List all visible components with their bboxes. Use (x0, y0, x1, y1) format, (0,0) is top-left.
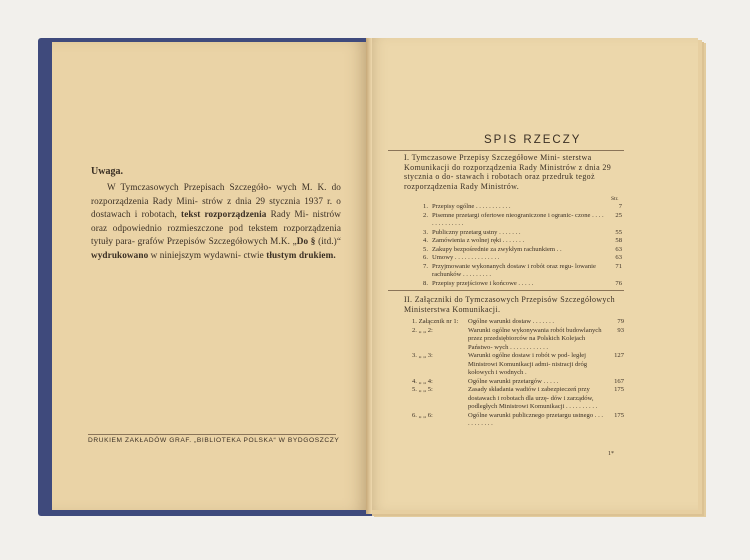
toc-entry-title: Publiczny przetarg ustny . . . . . . . (432, 228, 521, 236)
section-rule (388, 150, 624, 151)
toc-entry-page: 93 (617, 326, 624, 334)
toc-entry-title: Zakupy bezpośrednie za zwykłym rachunkiem . . (432, 245, 562, 253)
toc-entry-page: 71 (615, 262, 622, 270)
contents-title: SPIS RZECZY (484, 134, 582, 146)
toc-entry-number: 2. (423, 211, 428, 219)
toc-entry-number: 1. (423, 203, 428, 210)
toc-entry-number: 8. (423, 279, 428, 287)
toc-entry (412, 229, 622, 238)
toc-entry-number: 5. (423, 245, 428, 253)
toc-entry-title: Ogólne warunki przetargów . . . . . (468, 377, 559, 385)
toc-entry-page: 25 (615, 211, 622, 219)
toc-entry-title: Pisemne przetargi ofertowe nieograniczone i ogranic- czone . . . . . . . . . . . . . . (432, 211, 604, 227)
toc-entry-page: 175 (614, 411, 624, 419)
toc-entry-page: 7 (618, 203, 622, 210)
toc-entry-number: 6. (423, 254, 428, 261)
toc-entry (412, 386, 624, 412)
toc-entry-number: 4. „ „ 4: (412, 377, 433, 385)
toc-entry-title: Zamówienia z wolnej ręki . . . . . . . (432, 237, 525, 244)
toc-entry (412, 327, 624, 353)
imprint-rule (88, 434, 336, 435)
section2-title: II. Załączniki do Tymczasowych Przepisów Szczegółowych Ministerstwa Komunikacji. (404, 295, 616, 314)
toc-entry-number: 6. „ „ 6: (412, 411, 433, 419)
section1-title: I. Tymczasowe Przepisy Szczegółowe Mini- sterstwa Komunikacji do rozporządzenia Rady Ministrów z dnia 29 stycznia o do- stawach i robotach oraz przedruk tegoż rozporządzenia Rady Ministrów. (404, 153, 612, 191)
toc-entry-number: 2. „ „ 2: (412, 326, 433, 334)
toc-entry-title: Przepisy ogólne . . . . . . . . . . . (432, 203, 511, 210)
toc-entry-page: 79 (617, 318, 624, 325)
toc-entry (412, 203, 622, 212)
toc-entry-title: Przepisy przejściowe i końcowe . . . . . (432, 279, 534, 287)
toc-entry-title: Ogólne warunki publicznego przetargu ustnego . . . . . . . . . . . (468, 411, 604, 427)
toc-entry-number: 4. (423, 237, 428, 244)
note-heading: Uwaga. (91, 166, 123, 177)
note-fragment: tekst rozporządzenia (181, 209, 267, 220)
toc-entry-number: 1. Załącznik nr 1: (412, 318, 459, 325)
toc-entry-page: 55 (615, 228, 622, 236)
toc-entry (412, 318, 624, 327)
toc-entry-page: 63 (615, 254, 622, 261)
toc-entry-number: 5. „ „ 5: (412, 386, 433, 393)
toc-entry (412, 212, 622, 229)
toc-entry (412, 352, 624, 378)
toc-entry-page: 167 (614, 377, 624, 385)
note-paragraph (91, 181, 341, 263)
printer-imprint: DRUKIEM ZAKŁADÓW GRAF. „BIBLIOTEKA POLSKA“ W BYDGOSZCZY (88, 437, 340, 444)
toc-entry-number: 3. „ „ 3: (412, 352, 433, 359)
book-gutter (366, 38, 372, 514)
signature-mark: 1* (608, 451, 614, 457)
toc-entry (412, 263, 622, 280)
toc-entry-title: Ogólne warunki dostaw . . . . . . . (468, 318, 555, 325)
toc-entry-title: Umowy . . . . . . . . . . . . . . (432, 254, 500, 261)
toc-entry-page: 76 (615, 279, 622, 287)
note-fragment: Rady Mi- nistrów oraz odpowiednio rozmieszczone pod tekstem rozporządzenia tytuły para- grafów Przepisów Szczegółowych M.K. „ (91, 209, 341, 247)
toc-entry-title: Zasady składania wadiów i zabezpieczeń przy dostawach i robotach dla urzę- dów i zarządów, podległych Ministrowi Komunikacji . . . . . . . . . . (468, 386, 598, 410)
note-fragment: W Tymczasowych Przepisach Szczegóło- wych M. K. do rozporządzenia Rady Mini- strów z dnia 29 stycznia 1937 r. o dostawach i robotach, (91, 182, 341, 220)
toc-entry (412, 254, 622, 263)
toc-entry-page: 127 (614, 352, 624, 359)
section2-list (412, 318, 624, 429)
toc-entry-page: 58 (615, 237, 622, 244)
note-fragment: Do § (296, 236, 316, 247)
section1-list (412, 203, 622, 288)
toc-entry (412, 412, 624, 429)
toc-entry-title: Warunki ogólne dostaw i robót w pod- ległej Ministrowi Komunikacji admi- nistracji dróg kołowych i wodnych . (468, 352, 588, 376)
note-fragment: (itd.)“ (315, 236, 341, 247)
toc-entry-title: Przyjmowanie wykonanych dostaw i robót oraz regu- lowanie rachunków . . . . . . . . . (432, 262, 596, 278)
toc-entry-number: 7. (423, 262, 428, 270)
toc-entry-title: Warunki ogólne wykonywania robót budowlanych przez przedsiębiorców na Polskich Kolejach Państwo- wych . . . . . . . . . . . . (468, 326, 602, 351)
toc-entry-number: 3. (423, 228, 428, 236)
toc-entry (412, 280, 622, 289)
note-fragment: wydrukowano (91, 249, 149, 260)
section-rule (388, 290, 624, 291)
note-fragment: w niniejszym wydawni- ctwie (148, 249, 267, 260)
note-fragment: tłustym drukiem. (266, 249, 336, 260)
toc-entry-page: 63 (615, 245, 622, 253)
toc-entry (412, 237, 622, 246)
toc-entry (412, 378, 624, 387)
toc-entry-page: 175 (614, 386, 624, 393)
page-column-label: Str. (611, 196, 619, 202)
note-text (91, 181, 341, 263)
toc-entry (412, 246, 622, 255)
